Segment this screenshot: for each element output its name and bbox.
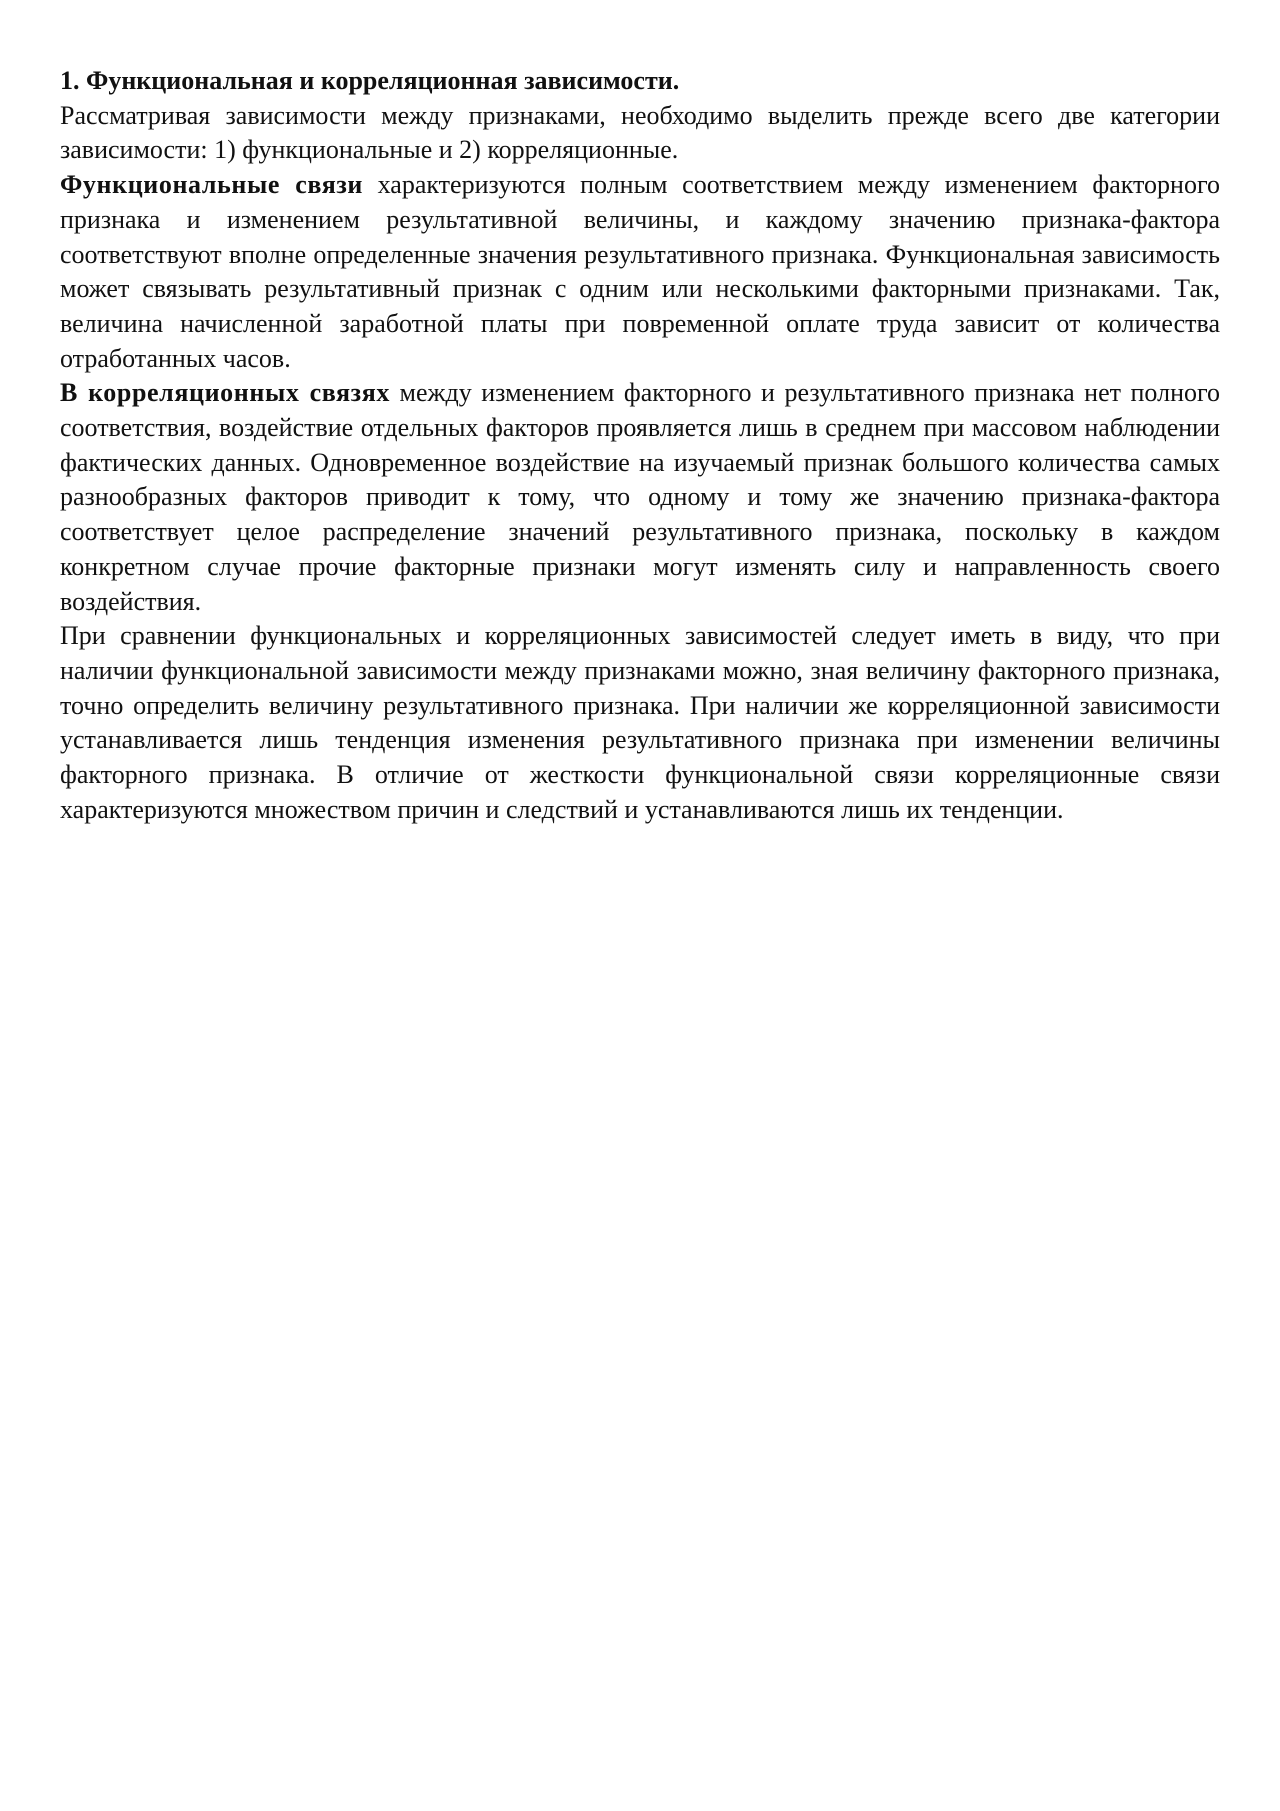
paragraph-text: Рассматривая зависимости между признаками, необходимо выделить прежде всего две категории зависимости: 1) функциональные и 2) корреляционные. <box>60 100 1220 165</box>
paragraph-functional <box>60 168 1220 376</box>
term-correlational-links: В корреляционных связях <box>60 378 390 408</box>
paragraph-text: характеризуются полным соответствием между изменением факторного признака и изменением результативной величины, и каждому значению признака-фактора соответствуют вполне определенные значения результативного признака. Функциональная зависимость может связывать результативный признак с одним или несколькими факторными признаками. Так, величина начисленной заработной платы при повременной оплате труда зависит от количества отработанных часов. <box>60 170 1220 373</box>
paragraph-intro <box>60 99 1220 168</box>
paragraph-text: При сравнении функциональных и корреляционных зависимостей следует иметь в виду, что при наличии функциональной зависимости между признаками можно, зная величину факторного признака, точно определить величину результативного признака. При наличии же корреляционной зависимости устанавливается лишь тенденция изменения результативного признака при изменении величины факторного признака. В отличие от жесткости функциональной связи корреляционные связи характеризуются множеством причин и следствий и устанавливаются лишь их тенденции. <box>60 621 1220 824</box>
paragraph-text: между изменением факторного и результативного признака нет полного соответствия, воздействие отдельных факторов проявляется лишь в среднем при массовом наблюдении фактических данных. Одновременное воздействие на изучаемый признак большого количества самых разнообразных факторов приводит к тому, что одному и тому же значению признака-фактора соответствует целое распределение значений результативного признака, поскольку в каждом конкретном случае прочие факторные признаки могут изменять силу и направленность своего воздействия. <box>60 378 1220 616</box>
document-page <box>60 64 1220 827</box>
paragraph-comparison <box>60 619 1220 827</box>
paragraph-correlational <box>60 376 1220 619</box>
term-functional-links: Функциональные связи <box>60 170 363 200</box>
section-heading: 1. Функциональная и корреляционная зависимости. <box>60 66 680 95</box>
